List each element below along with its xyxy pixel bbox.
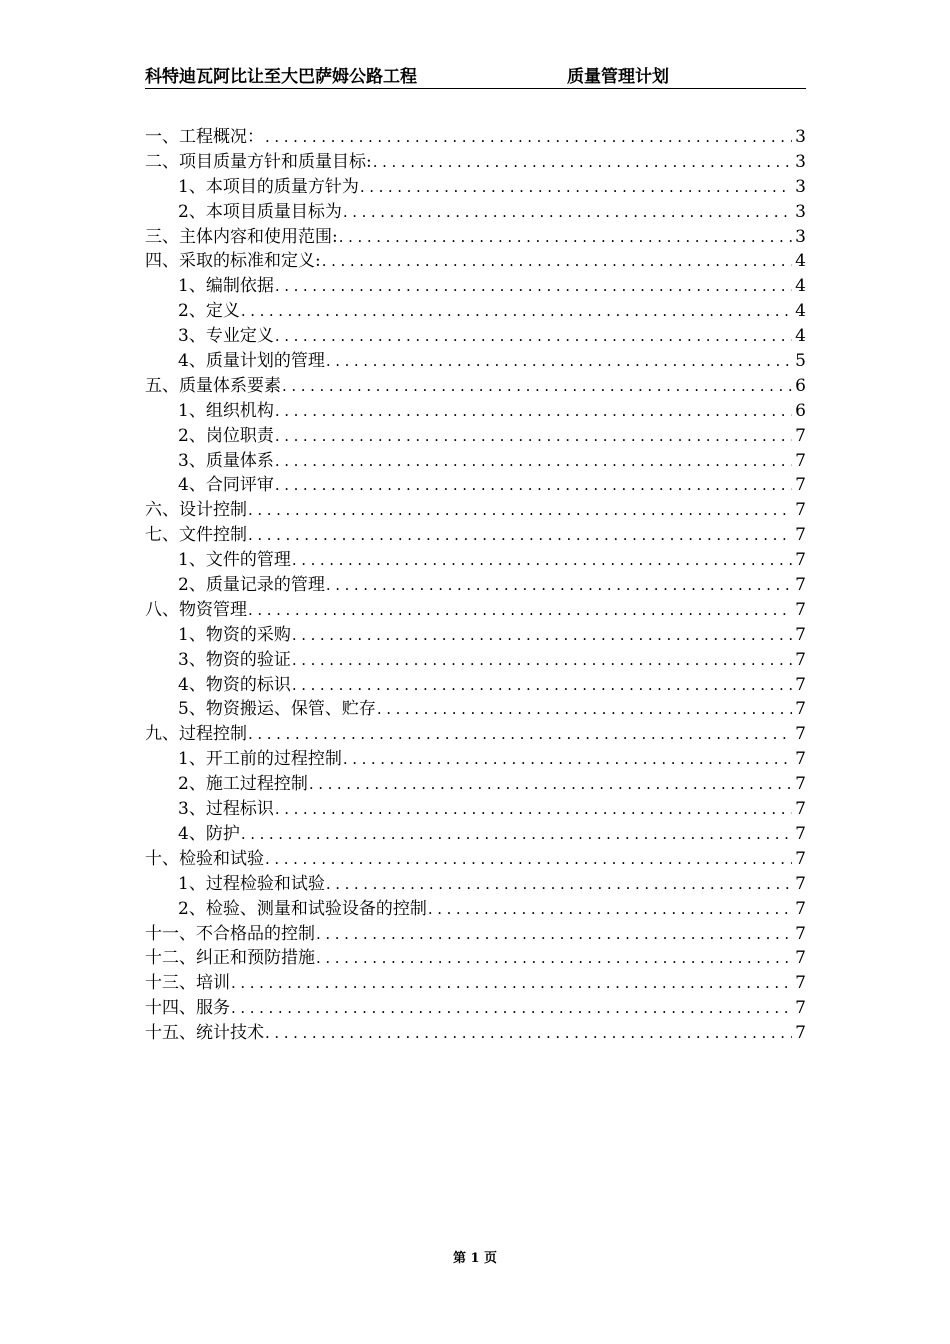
toc-entry-label: 3、专业定义 (178, 326, 274, 347)
toc-entry-label: 二、项目质量方针和质量目标: (145, 151, 372, 172)
toc-entry-label: 2、本项目质量目标为 (178, 201, 342, 222)
toc-entry[interactable] (145, 623, 806, 648)
toc-entry[interactable] (145, 473, 806, 498)
toc-dot-leader (339, 225, 792, 250)
toc-entry-label: 2、岗位职责 (178, 425, 274, 446)
toc-dot-leader (292, 648, 792, 673)
table-of-contents (145, 125, 806, 1046)
toc-dot-leader (316, 946, 792, 971)
toc-entry-page-number: 7 (795, 425, 806, 446)
toc-entry-label: 四、采取的标准和定义: (145, 251, 321, 272)
toc-entry-page-number: 7 (795, 848, 806, 869)
toc-dot-leader (265, 847, 792, 872)
toc-entry-page-number: 7 (795, 898, 806, 919)
toc-entry-page-number: 7 (795, 923, 806, 944)
toc-entry-label: 十四、服务 (145, 998, 230, 1019)
toc-dot-leader (292, 623, 792, 648)
toc-dot-leader (428, 897, 792, 922)
toc-entry-label: 五、质量体系要素 (145, 375, 281, 396)
toc-dot-leader (275, 449, 792, 474)
toc-entry-page-number: 7 (795, 774, 806, 795)
toc-dot-leader (309, 772, 792, 797)
toc-entry[interactable] (145, 498, 806, 523)
toc-dot-leader (343, 200, 792, 225)
toc-entry-page-number: 3 (795, 151, 806, 172)
toc-dot-leader (316, 922, 792, 947)
toc-entry-label: 十三、培训 (145, 973, 230, 994)
toc-entry-page-number: 7 (795, 749, 806, 770)
toc-entry-page-number: 7 (795, 575, 806, 596)
toc-entry[interactable] (145, 175, 806, 200)
toc-dot-leader (326, 872, 792, 897)
toc-entry[interactable] (145, 922, 806, 947)
toc-entry-label: 十一、不合格品的控制 (145, 923, 315, 944)
toc-dot-leader (265, 125, 792, 150)
toc-entry-page-number: 7 (795, 799, 806, 820)
toc-dot-leader (275, 274, 792, 299)
toc-entry[interactable] (145, 424, 806, 449)
toc-entry-label: 1、文件的管理 (178, 550, 291, 571)
toc-entry-label: 3、质量体系 (178, 450, 274, 471)
toc-dot-leader (275, 424, 792, 449)
toc-entry-page-number: 7 (795, 525, 806, 546)
toc-dot-leader (373, 150, 792, 175)
toc-entry[interactable] (145, 200, 806, 225)
toc-entry-page-number: 7 (795, 973, 806, 994)
toc-dot-leader (343, 747, 792, 772)
toc-entry-label: 5、物资搬运、保管、贮存 (178, 699, 376, 720)
toc-entry[interactable] (145, 697, 806, 722)
toc-entry-page-number: 4 (795, 326, 806, 347)
toc-dot-leader (248, 722, 792, 747)
toc-dot-leader (231, 971, 792, 996)
toc-dot-leader (265, 1021, 792, 1046)
toc-entry-label: 六、设计控制 (145, 500, 247, 521)
toc-entry[interactable] (145, 249, 806, 274)
toc-entry[interactable] (145, 324, 806, 349)
toc-entry-label: 十五、统计技术 (145, 1023, 264, 1044)
toc-entry-page-number: 7 (795, 500, 806, 521)
toc-entry[interactable] (145, 1021, 806, 1046)
toc-dot-leader (360, 175, 792, 200)
toc-entry[interactable] (145, 125, 806, 150)
toc-dot-leader (248, 523, 792, 548)
toc-entry[interactable] (145, 822, 806, 847)
toc-entry-page-number: 3 (795, 176, 806, 197)
toc-dot-leader (292, 548, 792, 573)
toc-entry-page-number: 7 (795, 873, 806, 894)
toc-entry-label: 1、物资的采购 (178, 624, 291, 645)
toc-entry[interactable] (145, 449, 806, 474)
toc-entry-page-number: 7 (795, 450, 806, 471)
toc-entry-page-number: 5 (795, 351, 806, 372)
toc-entry-page-number: 7 (795, 724, 806, 745)
toc-entry-label: 4、质量计划的管理 (178, 351, 325, 372)
toc-entry[interactable] (145, 872, 806, 897)
toc-entry-page-number: 3 (795, 201, 806, 222)
toc-entry[interactable] (145, 797, 806, 822)
toc-entry-page-number: 6 (795, 375, 806, 396)
toc-entry-page-number: 7 (795, 649, 806, 670)
toc-entry[interactable] (145, 399, 806, 424)
toc-entry-page-number: 3 (795, 226, 806, 247)
toc-entry[interactable] (145, 996, 806, 1021)
toc-dot-leader (231, 996, 792, 1021)
toc-entry[interactable] (145, 772, 806, 797)
toc-entry[interactable] (145, 523, 806, 548)
toc-entry-page-number: 3 (795, 127, 806, 147)
toc-entry-label: 2、定义 (178, 301, 240, 322)
toc-dot-leader (275, 399, 792, 424)
toc-entry-page-number: 4 (795, 251, 806, 272)
toc-dot-leader (248, 598, 792, 623)
toc-entry-label: 三、主体内容和使用范围: (145, 226, 338, 247)
toc-entry-page-number: 7 (795, 624, 806, 645)
toc-entry-label: 2、质量记录的管理 (178, 575, 325, 596)
toc-entry-label: 2、检验、测量和试验设备的控制 (178, 898, 427, 919)
toc-entry[interactable] (145, 847, 806, 872)
toc-entry[interactable] (145, 349, 806, 374)
toc-entry[interactable] (145, 150, 806, 175)
toc-entry[interactable] (145, 673, 806, 698)
toc-entry-page-number: 7 (795, 823, 806, 844)
toc-entry-label: 1、编制依据 (178, 276, 274, 297)
toc-entry-label: 3、物资的验证 (178, 649, 291, 670)
toc-entry-label: 4、合同评审 (178, 475, 274, 496)
toc-entry-page-number: 7 (795, 674, 806, 695)
toc-entry-label: 七、文件控制 (145, 525, 247, 546)
toc-dot-leader (275, 324, 792, 349)
toc-dot-leader (248, 498, 792, 523)
toc-entry[interactable] (145, 225, 806, 250)
toc-entry[interactable] (145, 648, 806, 673)
toc-entry[interactable] (145, 548, 806, 573)
toc-entry-label: 十二、纠正和预防措施 (145, 948, 315, 969)
page-header (145, 66, 806, 89)
toc-dot-leader (322, 249, 792, 274)
toc-entry[interactable] (145, 946, 806, 971)
toc-entry-page-number: 7 (795, 1023, 806, 1044)
header-document-title: 质量管理计划 (567, 67, 669, 87)
toc-dot-leader (275, 797, 792, 822)
toc-dot-leader (292, 673, 792, 698)
toc-entry[interactable] (145, 299, 806, 324)
toc-entry[interactable] (145, 722, 806, 747)
toc-entry[interactable] (145, 747, 806, 772)
header-project-title: 科特迪瓦阿比让至大巴萨姆公路工程 (145, 67, 417, 87)
toc-entry-page-number: 7 (795, 475, 806, 496)
toc-entry-label: 2、施工过程控制 (178, 774, 308, 795)
toc-entry[interactable] (145, 897, 806, 922)
toc-entry-label: 3、过程标识 (178, 799, 274, 820)
toc-entry[interactable] (145, 971, 806, 996)
toc-entry[interactable] (145, 573, 806, 598)
toc-entry-page-number: 7 (795, 550, 806, 571)
toc-entry-label: 4、防护 (178, 823, 240, 844)
toc-dot-leader (326, 573, 792, 598)
toc-entry-label: 一、工程概况： (145, 127, 264, 147)
toc-entry-label: 1、本项目的质量方针为 (178, 176, 359, 197)
toc-entry-label: 1、过程检验和试验 (178, 873, 325, 894)
toc-dot-leader (282, 374, 792, 399)
toc-entry-label: 1、开工前的过程控制 (178, 749, 342, 770)
toc-dot-leader (326, 349, 792, 374)
toc-entry[interactable] (145, 598, 806, 623)
toc-entry-page-number: 7 (795, 998, 806, 1019)
toc-entry-page-number: 7 (795, 599, 806, 620)
toc-entry-page-number: 4 (795, 301, 806, 322)
toc-entry-page-number: 4 (795, 276, 806, 297)
toc-entry-page-number: 7 (795, 948, 806, 969)
toc-entry-page-number: 7 (795, 699, 806, 720)
toc-entry-label: 八、物资管理 (145, 599, 247, 620)
toc-entry-label: 4、物资的标识 (178, 674, 291, 695)
toc-entry-label: 十、检验和试验 (145, 848, 264, 869)
toc-entry-page-number: 6 (795, 400, 806, 421)
toc-entry-label: 九、过程控制 (145, 724, 247, 745)
toc-dot-leader (275, 473, 792, 498)
toc-dot-leader (241, 822, 792, 847)
toc-entry[interactable] (145, 374, 806, 399)
toc-dot-leader (377, 697, 792, 722)
toc-entry-label: 1、组织机构 (178, 400, 274, 421)
page-number-footer: 第 1 页 (452, 1251, 498, 1266)
toc-entry[interactable] (145, 274, 806, 299)
toc-dot-leader (241, 299, 792, 324)
